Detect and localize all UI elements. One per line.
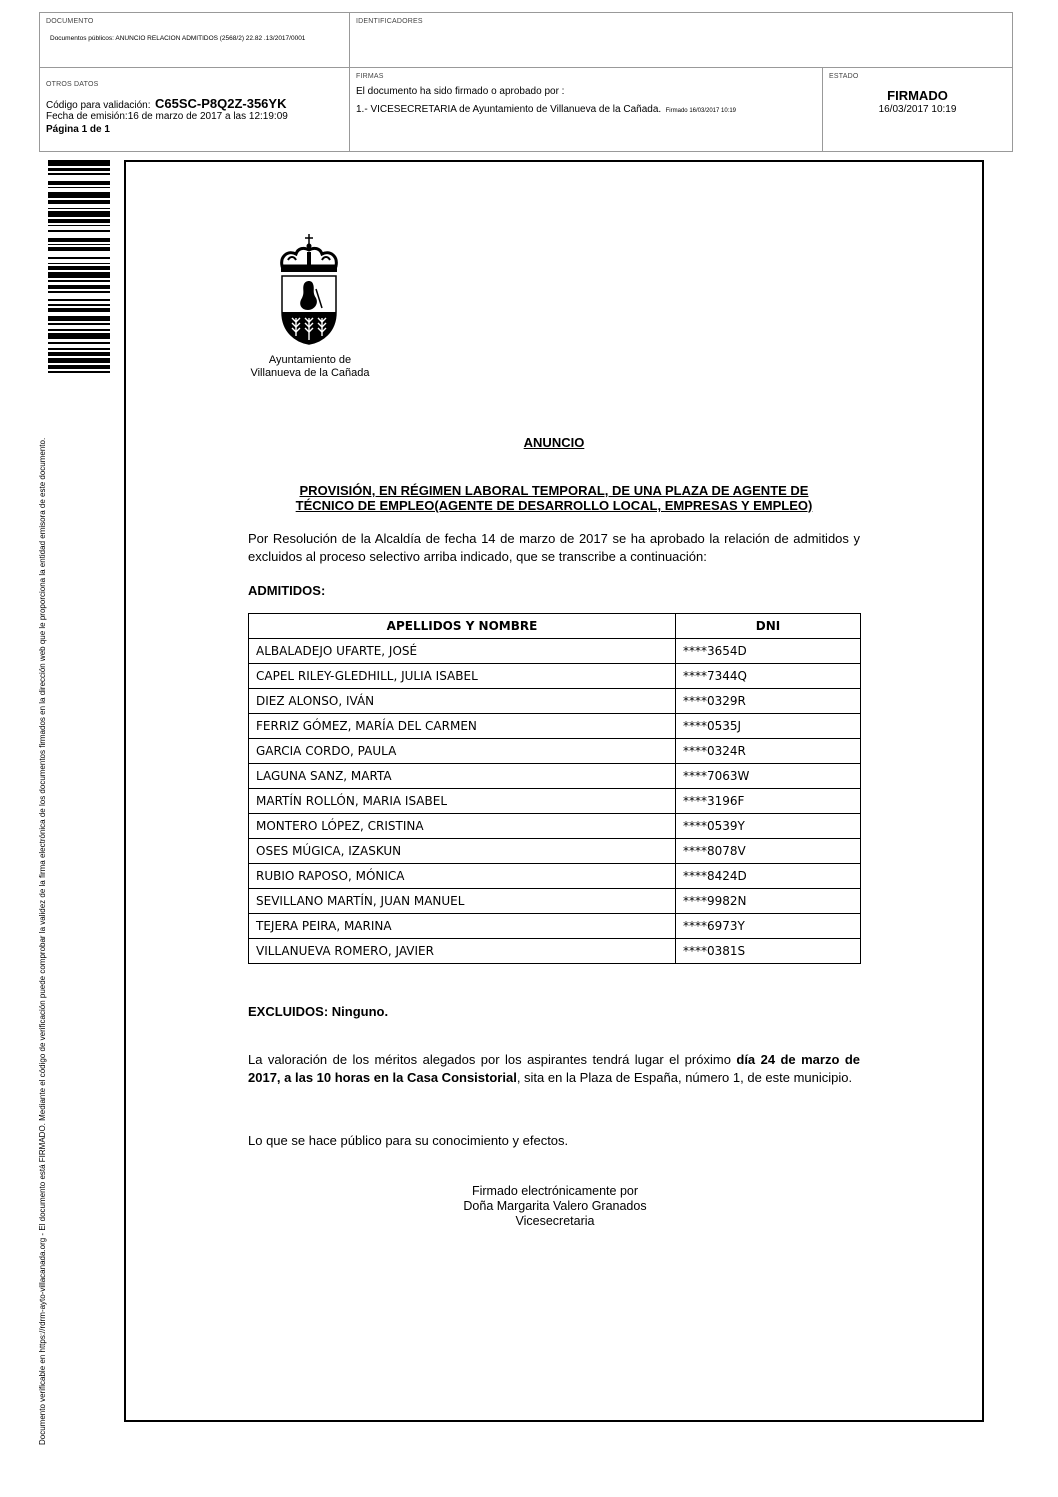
admitidos-heading: ADMITIDOS: [248, 583, 326, 598]
admitidos-table [248, 613, 861, 964]
intro-paragraph: Por Resolución de la Alcaldía de fecha 14 de marzo de 2017 se ha aprobado la relación de admitidos y excluidos al proceso selectivo arriba indicado, que se transcribe a continuación: [248, 531, 860, 564]
barcode-bar [48, 304, 110, 306]
barcode-bar [48, 329, 110, 331]
barcode-bar [48, 200, 110, 204]
cell-dni: ****8078V [676, 839, 861, 864]
cell-name: SEVILLANO MARTÍN, JUAN MANUEL [249, 889, 676, 914]
signature-line2: Doña Margarita Valero Granados [463, 1199, 647, 1213]
barcode-bar [48, 244, 110, 246]
barcode-bar [48, 272, 110, 278]
col-header-dni: DNI [676, 614, 861, 639]
cell-name: FERRIZ GÓMEZ, MARÍA DEL CARMEN [249, 714, 676, 739]
closing-paragraph: Lo que se hace público para su conocimiento y efectos. [248, 1133, 569, 1148]
barcode-bar [48, 208, 110, 210]
cell-name: LAGUNA SANZ, MARTA [249, 764, 676, 789]
table-row [249, 889, 861, 914]
signature-block [420, 1184, 690, 1229]
cell-dni: ****0381S [676, 939, 861, 964]
barcode-bar [48, 280, 110, 282]
pagina: Página 1 de 1 [46, 124, 110, 135]
barcode-bar [48, 371, 110, 373]
barcode-bar [48, 225, 110, 227]
firmas-cell [350, 68, 823, 151]
cell-dni: ****6973Y [676, 914, 861, 939]
barcode-bar [48, 299, 110, 301]
estado-fecha: 16/03/2017 10:19 [878, 104, 957, 115]
barcode-bar [48, 316, 110, 322]
barcode-bar [48, 266, 110, 270]
barcode-bar [48, 211, 110, 217]
otros-datos-label: OTROS DATOS [46, 81, 99, 88]
table-row [249, 839, 861, 864]
barcode-bar [48, 291, 110, 293]
side-verification-text: Documento verificable en https://rdrm-ayto-villacanada.org - El documento está FIRMADO. Mediante el código de verificación puede comprobar la validez de la firma electrónica de los documentos firmados en la dirección web que le proporciona la entidad emisora de este documento. [38, 437, 47, 1445]
document-title: ANUNCIO [523, 435, 585, 450]
codigo-prefix: Código para validación: [46, 100, 151, 111]
documento-label: DOCUMENTO [46, 18, 94, 25]
firmas-small: Firmado 16/03/2017 10:19 [665, 108, 737, 114]
table-row [249, 664, 861, 689]
table-row [249, 639, 861, 664]
barcode-bar [48, 181, 110, 185]
logo-line2: Villanueva de la Cañada [250, 367, 370, 379]
fecha-emision: Fecha de emisión:16 de marzo de 2017 a las 12:19:09 [46, 111, 288, 122]
codigo-value: C65SC-P8Q2Z-356YK [154, 96, 287, 111]
valoracion-part1: La valoración de los méritos alegados por los aspirantes tendrá lugar el próximo [248, 1052, 737, 1067]
barcode-bar [48, 230, 110, 232]
cell-name: TEJERA PEIRA, MARINA [249, 914, 676, 939]
barcode-bar [48, 308, 110, 312]
cell-name: DIEZ ALONSO, IVÁN [249, 689, 676, 714]
table-header-row [249, 614, 861, 639]
identificadores-cell [350, 13, 1012, 68]
firmas-label: FIRMAS [356, 73, 384, 80]
barcode-bar [48, 342, 110, 344]
firmas-line1: El documento ha sido firmado o aprobado por : [356, 86, 565, 97]
otros-datos-cell [40, 68, 350, 151]
barcode-bar [48, 323, 110, 325]
excluidos-label: EXCLUIDOS: [248, 1004, 329, 1019]
firmas-line2: 1.- VICESECRETARIA de Ayuntamiento de Villanueva de la Cañada. [356, 104, 662, 115]
cell-name: RUBIO RAPOSO, MÓNICA [249, 864, 676, 889]
cell-dni: ****0329R [676, 689, 861, 714]
subtitle-line1: PROVISIÓN, EN RÉGIMEN LABORAL TEMPORAL, DE UNA PLAZA DE AGENTE DE [299, 483, 809, 498]
table-row [249, 689, 861, 714]
cell-dni: ****0324R [676, 739, 861, 764]
barcode-bar [48, 263, 110, 265]
cell-dni: ****3654D [676, 639, 861, 664]
validation-header [39, 12, 1013, 152]
barcode-bar [48, 192, 110, 198]
cell-name: GARCIA CORDO, PAULA [249, 739, 676, 764]
barcode-bar [48, 257, 110, 259]
table-row [249, 789, 861, 814]
estado-value: FIRMADO [887, 88, 948, 103]
cell-dni: ****7063W [676, 764, 861, 789]
valoracion-paragraph [248, 1051, 860, 1087]
document-subtitle [248, 483, 860, 513]
estado-cell [823, 68, 1012, 151]
valoracion-part2: día 24 de marzo de 2017, a las 10 horas en la Casa Consistorial [248, 1052, 860, 1085]
cell-name: ALBALADEJO UFARTE, JOSÉ [249, 639, 676, 664]
barcode-bar [48, 333, 110, 339]
cell-name: MONTERO LÓPEZ, CRISTINA [249, 814, 676, 839]
barcode-bar [48, 285, 110, 289]
barcode-bar [48, 348, 110, 350]
cell-dni: ****0539Y [676, 814, 861, 839]
barcode-bar [48, 358, 110, 364]
barcode-bar [48, 219, 110, 223]
valoracion-part3: , sita en la Plaza de España, número 1, de este municipio. [516, 1070, 853, 1085]
table-row [249, 939, 861, 964]
cell-dni: ****0535J [676, 714, 861, 739]
barcode-bar [48, 352, 110, 356]
cell-name: MARTÍN ROLLÓN, MARIA ISABEL [249, 789, 676, 814]
barcode-bar [48, 187, 110, 189]
table-row [249, 739, 861, 764]
documento-cell [40, 13, 350, 68]
logo-caption [230, 354, 390, 380]
barcode-bar [48, 173, 110, 175]
cell-dni: ****7344Q [676, 664, 861, 689]
barcode-bar [48, 365, 110, 369]
table-row [249, 864, 861, 889]
excluidos-value: Ninguno. [331, 1004, 389, 1019]
coat-of-arms-icon [274, 234, 344, 349]
subtitle-line2: TÉCNICO DE EMPLEO(AGENTE DE DESARROLLO LOCAL, EMPRESAS Y EMPLEO) [295, 498, 813, 513]
cell-name: OSES MÚGICA, IZASKUN [249, 839, 676, 864]
barcode [48, 160, 110, 412]
col-header-name: APELLIDOS Y NOMBRE [249, 614, 676, 639]
logo-line1: Ayuntamiento de [268, 354, 352, 366]
cell-dni: ****8424D [676, 864, 861, 889]
cell-name: CAPEL RILEY-GLEDHILL, JULIA ISABEL [249, 664, 676, 689]
barcode-bar [48, 168, 110, 172]
signature-line3: Vicesecretaria [515, 1214, 595, 1228]
cell-name: VILLANUEVA ROMERO, JAVIER [249, 939, 676, 964]
barcode-bar [48, 160, 110, 166]
cell-dni: ****3196F [676, 789, 861, 814]
estado-label: ESTADO [829, 73, 859, 80]
table-row [249, 814, 861, 839]
signature-line1: Firmado electrónicamente por [471, 1184, 639, 1198]
barcode-bar [48, 238, 110, 242]
identificadores-label: IDENTIFICADORES [356, 18, 423, 25]
documento-text: Documentos públicos: ANUNCIO RELACION ADMITIDOS (2568/2) 22.82 .13/2017/0001 [50, 35, 306, 42]
table-row [249, 764, 861, 789]
table-row [249, 914, 861, 939]
barcode-bar [48, 247, 110, 251]
cell-dni: ****9982N [676, 889, 861, 914]
excluidos-line [248, 1003, 860, 1021]
table-row [249, 714, 861, 739]
